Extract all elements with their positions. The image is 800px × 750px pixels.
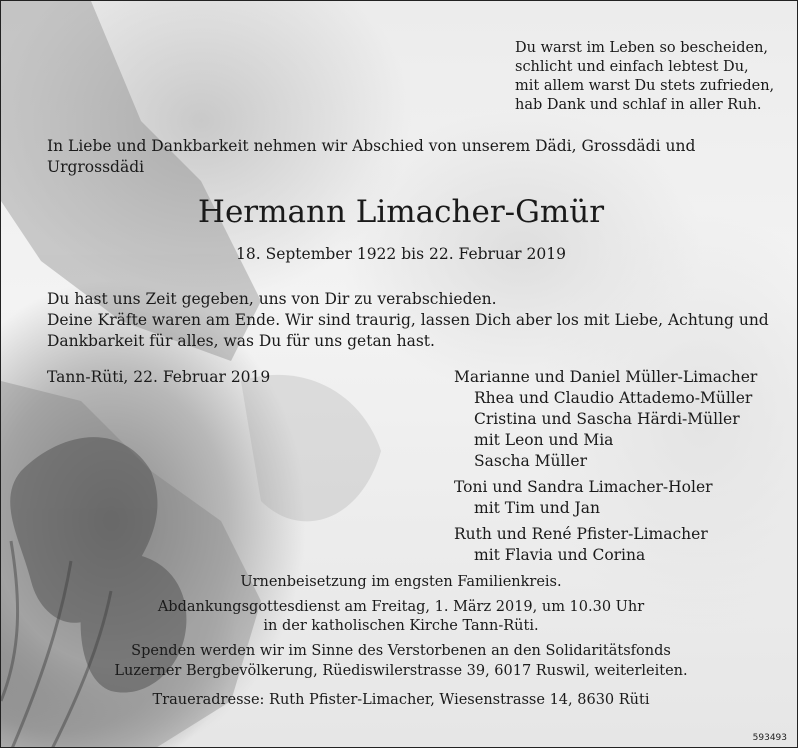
service-line: in der katholischen Kirche Tann-Rüti. — [263, 618, 539, 634]
family-head: Ruth und René Pfister-Limacher — [454, 525, 708, 543]
mourning-address: Traueradresse: Ruth Pfister-Limacher, Wiesenstrasse 14, 8630 Rüti — [152, 692, 650, 708]
family-member: mit Leon und Mia — [474, 431, 614, 449]
family-head: Toni und Sandra Limacher-Holer — [454, 478, 713, 496]
family-head: Marianne und Daniel Müller-Limacher — [454, 368, 758, 386]
message-line: Dankbarkeit für alles, was Du für uns getan hast. — [47, 332, 435, 350]
donation-line: Spenden werden wir im Sinne des Verstorbenen an den Solidaritätsfonds — [131, 643, 671, 659]
poem-line: schlicht und einfach lebtest Du, — [515, 59, 749, 75]
message-line: Du hast uns Zeit gegeben, uns von Dir zu verabschieden. — [47, 290, 497, 308]
family-member: Cristina und Sascha Härdi-Müller — [474, 410, 740, 428]
family-member: Sascha Müller — [474, 452, 587, 470]
memorial-poem — [515, 39, 774, 115]
intro-line: Urgrossdädi — [47, 158, 145, 176]
intro-text — [47, 136, 695, 178]
ad-code: 593493 — [752, 733, 787, 743]
place-and-date: Tann-Rüti, 22. Februar 2019 — [47, 368, 271, 386]
deceased-name: Hermann Limacher-Gmür — [197, 194, 605, 230]
life-dates: 18. September 1922 bis 22. Februar 2019 — [236, 245, 566, 263]
intro-line: In Liebe und Dankbarkeit nehmen wir Abschied von unserem Dädi, Grossdädi und — [47, 137, 696, 155]
ceremony-info — [1, 573, 798, 637]
family-member: mit Flavia und Corina — [474, 546, 646, 564]
service-line: Abdankungsgottesdienst am Freitag, 1. März 2019, um 10.30 Uhr — [157, 598, 645, 615]
poem-line: hab Dank und schlaf in aller Ruh. — [515, 97, 762, 113]
farewell-message — [47, 289, 769, 352]
message-line: Deine Kräfte waren am Ende. Wir sind traurig, lassen Dich aber los mit Liebe, Achtung und — [47, 311, 769, 329]
donation-info — [1, 642, 798, 681]
family-member: Rhea und Claudio Attademo-Müller — [474, 389, 753, 407]
donation-line: Luzerner Bergbevölkerung, Rüediswilerstrasse 39, 6017 Ruswil, weiterleiten. — [114, 662, 688, 679]
mourning-family-list — [454, 367, 757, 566]
family-member: mit Tim und Jan — [474, 499, 600, 517]
poem-line: mit allem warst Du stets zufrieden, — [515, 78, 775, 94]
poem-line: Du warst im Leben so bescheiden, — [515, 40, 769, 56]
burial-note: Urnenbeisetzung im engsten Familienkreis. — [240, 574, 562, 590]
